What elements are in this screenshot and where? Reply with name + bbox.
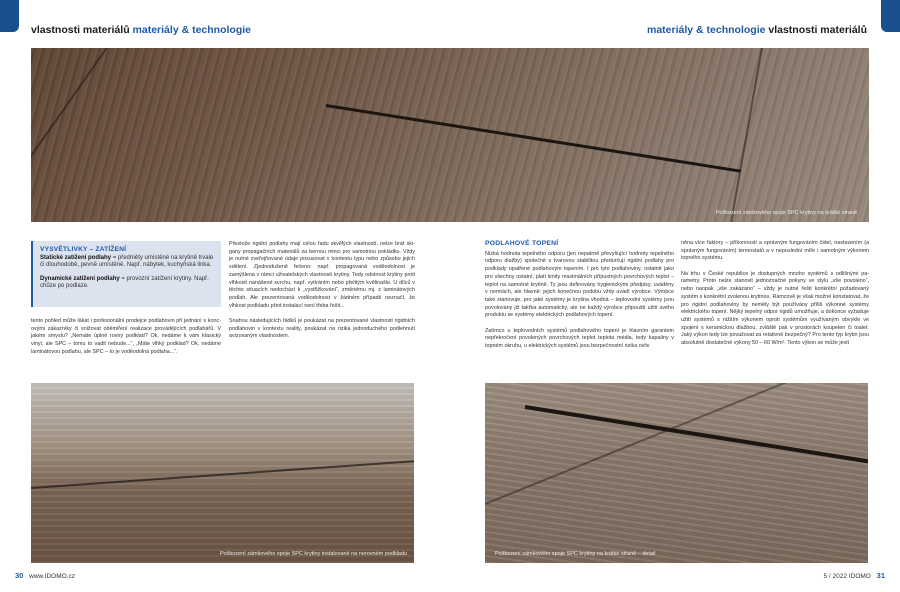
footer-right: [824, 571, 885, 580]
glossary-box: [31, 241, 221, 307]
bottom-left-floor-photo: [31, 383, 414, 563]
glossary-definition: = předměty umístěné na krytině trvale či dlouhodobě, pevně umístěné. Např. nábytek, kuchyňská linka.: [40, 255, 214, 269]
running-header-left: [31, 24, 251, 36]
text-column-1: [31, 318, 221, 364]
section-title: PODLAHOVÉ TOPENÍ: [485, 240, 559, 247]
photo-caption: Poškození zámkového spoje SPC krytiny na krátké straně – detail: [495, 551, 656, 557]
text-column-2: [229, 241, 415, 349]
bottom-right-floor-photo: [485, 383, 868, 563]
floor-joint-gap: [326, 104, 741, 173]
photo-caption: Poškození zámkového spoje SPC krytiny na krátké straně: [715, 210, 857, 216]
page-number: 31: [876, 571, 885, 580]
glossary-dynamic-entry: [40, 276, 214, 291]
page-corner-tab-left: [0, 0, 19, 32]
page-corner-tab-right: [881, 0, 900, 32]
photo-caption: Poškození zámkového spoje SPC krytiny instalované na nerovném podkladu: [220, 551, 408, 557]
paragraph: Zatímco u teplovodních systémů podlahového topení je hlavním garantem nepřekročení povolených povrchových teplot teplota média, tedy kapaliny v topném okruhu, u elektrických systémů jsou bezpečnostní rizika ovliv: [485, 327, 674, 350]
header-section-blue: materiály & technologie: [647, 24, 766, 36]
text-column-3: [485, 240, 674, 358]
glossary-definition: = provozní zatížení krytiny. Např. chůze po podlaze.: [40, 275, 209, 290]
footer-url: www.IDOMO.cz: [29, 573, 76, 580]
paragraph: Přestože rigidní podlahy mají celou řadu skvělých vlastností, nelze brát skigany propagačních materiálů za bernou minci pro samotnou pokládku. Vždy je nutné zveřejňované údaje posuzovat v kontextu typu nebo způsobu jejich sdělení. Zjednodušeně řečeno: např. propagovaná voděodolnost je zamýšlena v rámci uživatelských vlastností krytiny. Tedy odolnost krytiny proti vlhkosti nanášené svrchu, např. vytíráním nebo přelitým kvělinašle. U dílců v těchto situacích nedochází k „vystřižkování“, změnému mj. z laminátových podlah. Ale prezentovaná voděodolnost v žádném případě neznačí, že vlhkost podkladu před instalací není třeba řešit...: [229, 241, 415, 309]
paragraph: Na trhu v České republice je dostupných mnoho systémů s odlišnými parametry. Proto nelze stanovit jednoznačné pokyny ve stylu „vše povoleno“, nebo naopak „vše zakázáno“ – vždy je nutné řešit konkrétní požadovaný systém s konkrétní zvolenou krytinou. Rámcově je však možné konstatovat, že pro rigidní podlahoviny by neměly být používány příliš výkonné systémy elektrického topení. Nějký tepelný odpor rigidů umožňuje, a dokonce vyžaduje užití systémů s nižším výkonem oproti systémům využívaným obvykle ve spojení s keramickou dlažbou, zvláště pak v prostorách koupelen či toalet. Jaký výkon tedy lze považovat za relativně bezpečný? Pro tento typ krytin jsou absolutně dostatečné výkony 50 – 60 W/m². Tento výkon se může jevit: [681, 270, 869, 347]
glossary-static-entry: [40, 255, 214, 270]
header-section-blue: materiály & technologie: [132, 24, 251, 36]
paragraph: tento pohled může läkat i profesionální prodejce podlahovin při jednání s koncovými zákazníky či snižovat oběmiř̌ení realizace provádějících podlahářů. V jakém smyslu? „Nemáte úplně rovný podklad? Ok, nedáme k vám klasický vinyl, ale SPC – tomu to vadit nebude...“, „Máte vlhký podklad? Ok, nedáme laminátovou podlahu, ale SPC – to je voděodolná podlaha...“.: [31, 318, 221, 355]
glossary-title: VYSVĚTLIVKY – ZATÍŽENÍ: [40, 246, 127, 253]
floor-joint-gap: [31, 48, 191, 200]
floor-joint-gap: [485, 383, 856, 505]
running-header-right: [647, 24, 867, 36]
glossary-term: Statické zatížení podlahy: [40, 255, 112, 261]
floor-joint-gap: [31, 459, 414, 489]
paragraph: Nízká hodnota tepelného odporu (jen nepatrně převyšující hodnoty tepelného odporu dlažby) společně s tvarovou stabilitou předurčují rigidní podlahy pro podklady opatřené podlahovým topením. I pro tyto podlahoviny, ostatně jako pro všechny ostatní, platí limity maximálních přípustných povrchových teplot – teplot na samotné krytině. Ty jsou definovány hygienickými předpisy, uváděny v normách, ale hlavně: jejich konečnou podobu vždy uvádí výrobce. Výrobce také stanovuje, pro jaké systémy je krytina vhodná – teplovodní systémy jsou povolovány již takřka automaticky, ale ne každý výrobce připouští užití svého produktu se systémy elektrických podlahových topení.: [485, 250, 674, 319]
header-section-dark: vlastnosti materiálů: [31, 24, 130, 36]
paragraph: něna více faktory – příkonností a správným fungováním čidel, nastavením (a správným fungováním) termostatů a v neposlední míře i samotným výkonem topného systému.: [681, 240, 869, 262]
top-floor-photo: [31, 48, 869, 222]
glossary-term: Dynamické zatížení podlahy: [40, 275, 120, 282]
footer-issue: 5 / 2022 IDOMO: [823, 573, 871, 580]
page-number: 30: [15, 571, 24, 580]
footer-left: [15, 571, 75, 580]
floor-joint-gap: [730, 48, 767, 222]
header-section-dark: vlastnosti materiálů: [768, 24, 867, 36]
floor-joint-gap: [525, 405, 868, 465]
text-column-4: [681, 240, 869, 355]
paragraph: Snahou následujících řádků je poukázat na prezentované vlastnosti rigidních podlahovin v kontextu reality, poukázat na rizika jednoduchého podlehnutí avizovaným vlastnostem.: [229, 317, 415, 340]
